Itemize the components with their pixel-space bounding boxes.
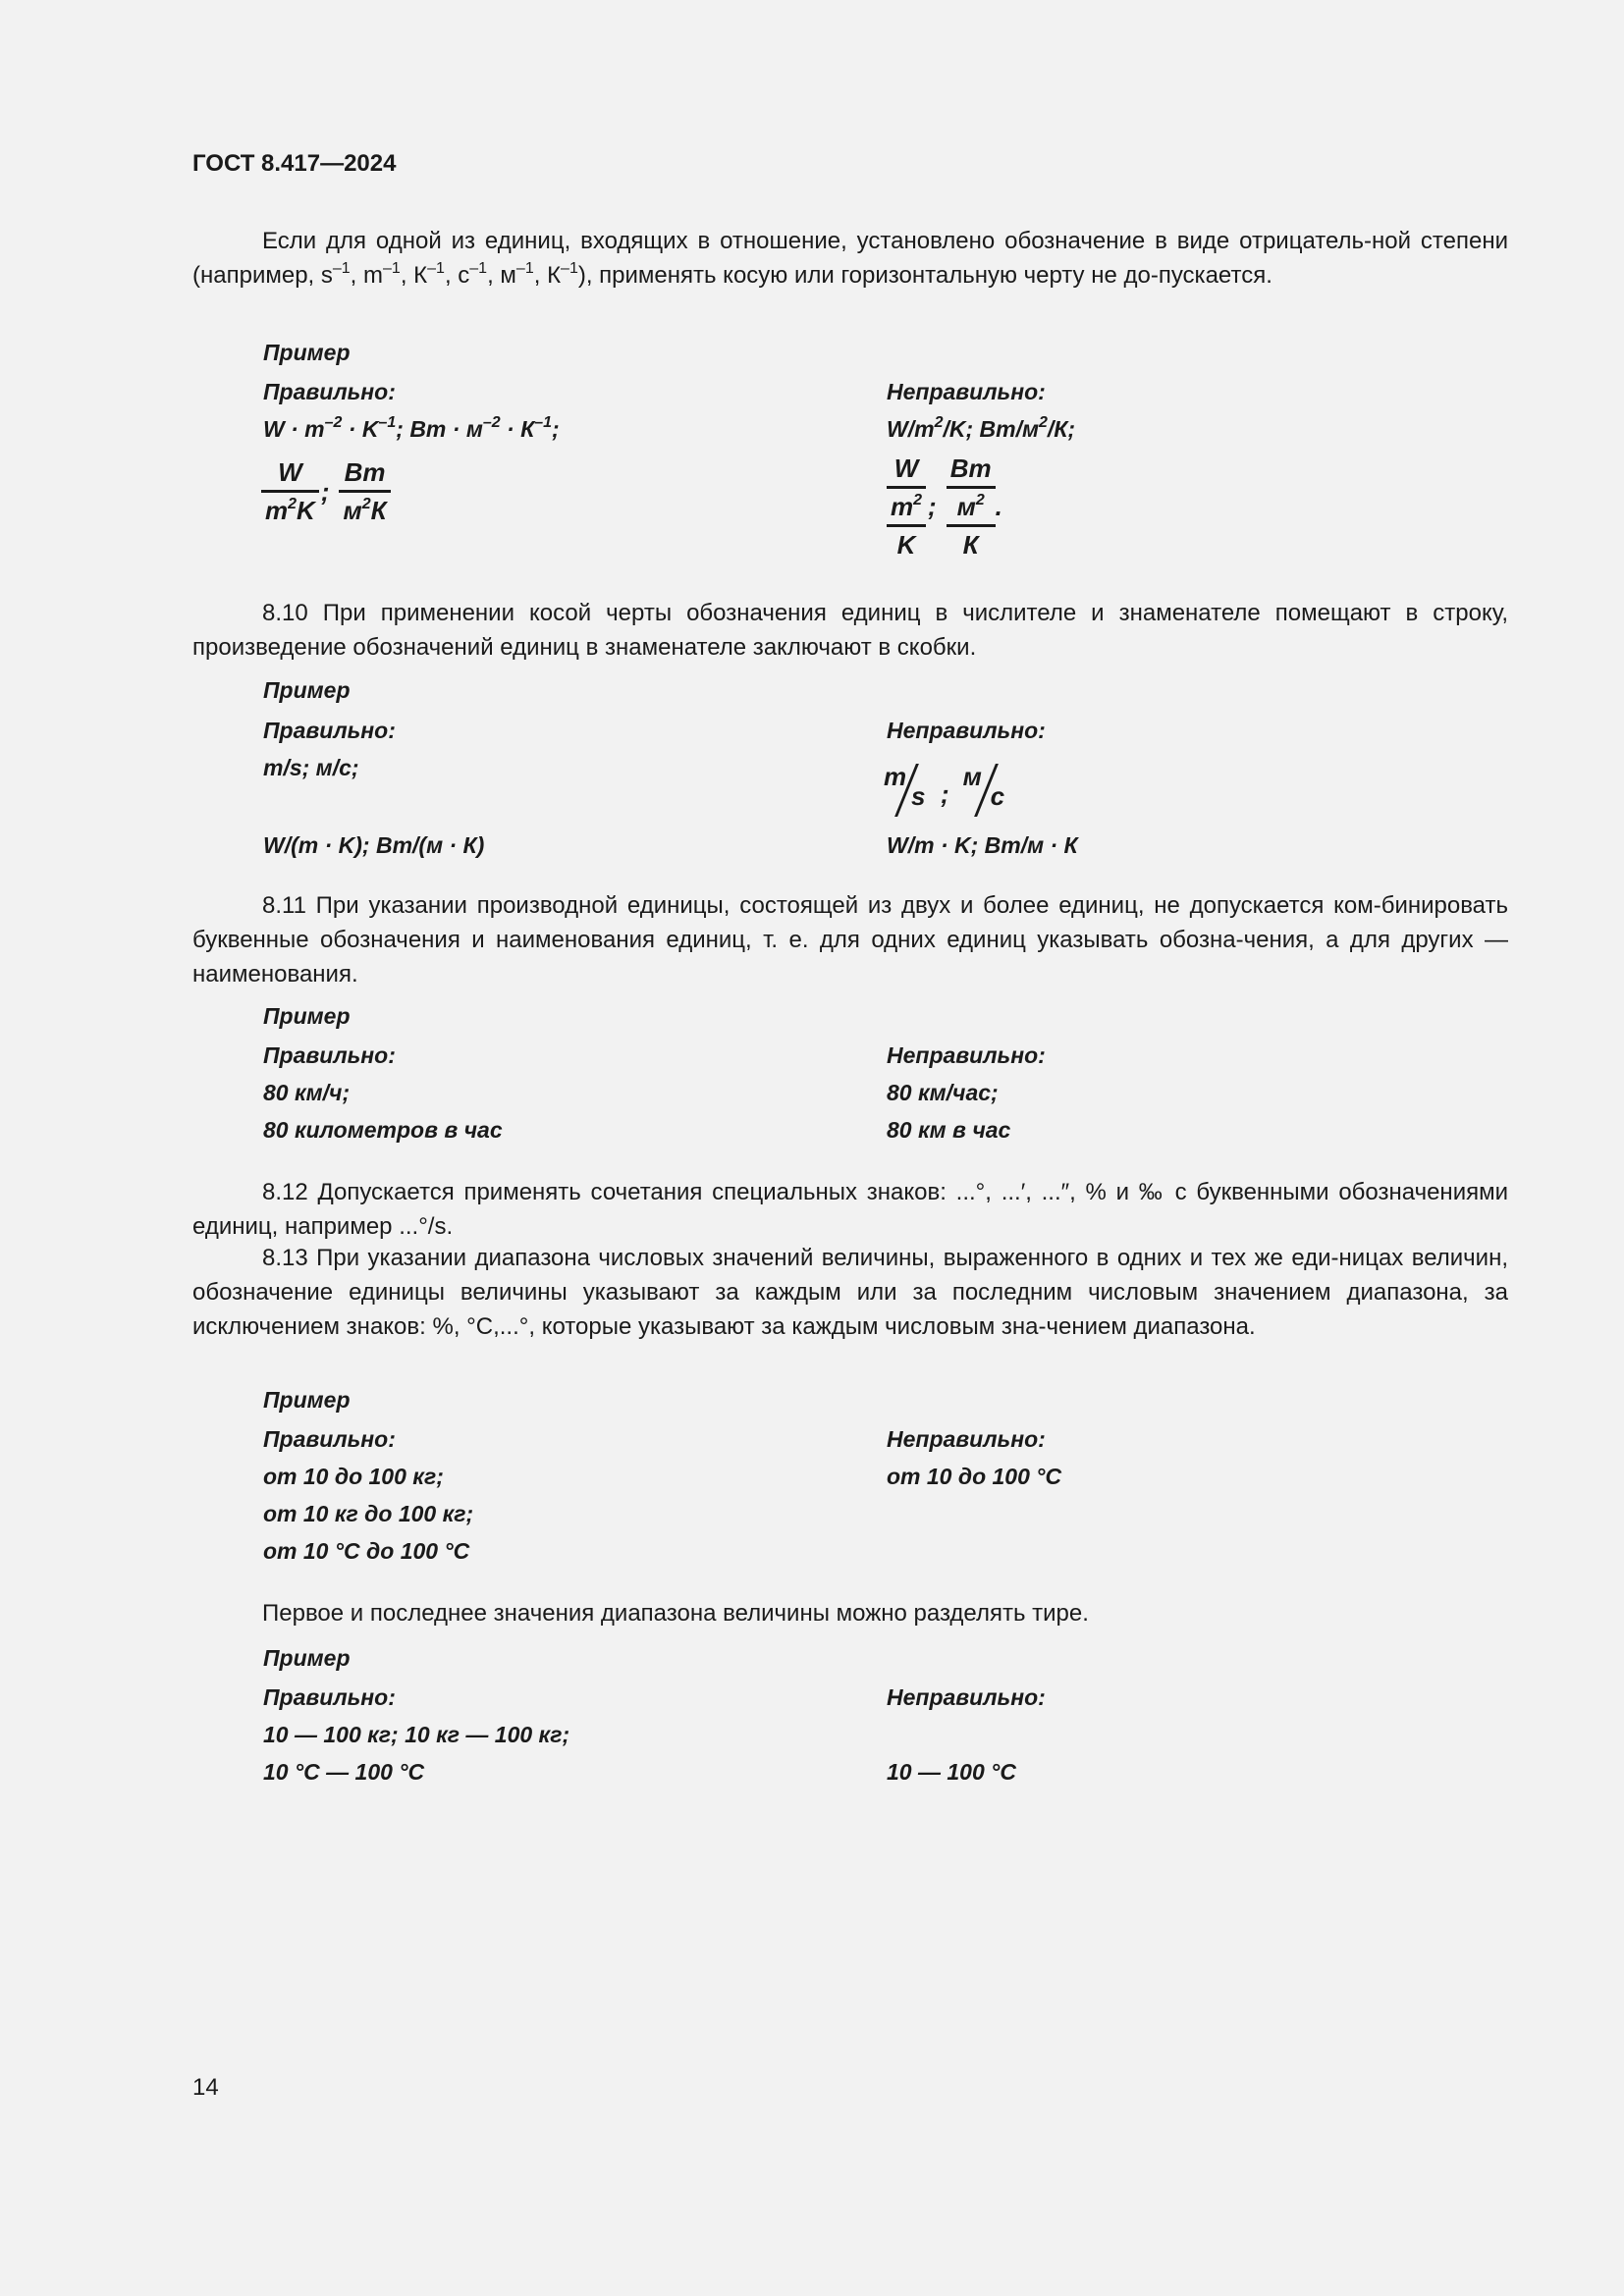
correct-label: Правильно: — [263, 1426, 396, 1452]
example-label: Пример — [263, 1387, 351, 1413]
correct-example-line: 10 — 100 кг; 10 кг — 100 кг; — [263, 1722, 570, 1747]
paragraph-negative-powers: Если для одной из единиц, входящих в отношение, установлено обозначение в виде отрицатель-ной степени (например, $s^{-1}$, $m^{-1}$, $К^{-1}$, $с^{-1}$, $м^{-1}$, $К^{-1}$), применять косую или горизонтальную черту не до-пускается. — [192, 228, 1508, 289]
incorrect-slanted-fractions: m s ; м с — [884, 762, 1020, 824]
incorrect-bracket-units: W/m · K; Вт/м · К — [887, 832, 1078, 858]
incorrect-example-line: 10 — 100 °С — [887, 1759, 1016, 1785]
incorrect-formula-line: $W/m^2/K$; $Вт/м^2/К$; — [887, 414, 1076, 442]
fraction-W-m2-K: W $m^2$ K — [887, 454, 926, 561]
correct-example-line: от 10 °С до 100 °С — [263, 1538, 470, 1564]
paragraph-dash: Первое и последнее значения диапазона величины можно разделять тире. — [262, 1600, 1089, 1627]
fraction-W-m2K: $\frac{W}{m^2K}$ — [261, 457, 319, 526]
correct-label: Правильно: — [263, 718, 396, 743]
example-label: Пример — [263, 1645, 351, 1671]
example-label: Пример — [263, 677, 351, 703]
slanted-fraction-m-c: м с — [963, 762, 1020, 817]
correct-example-line: от 10 до 100 кг; — [263, 1464, 444, 1489]
correct-fractions: $\frac{W}{m^2K}$ ; $\frac{Вт}{м^2К}$ — [261, 457, 391, 526]
incorrect-label: Неправильно: — [887, 1042, 1046, 1068]
example-label: Пример — [263, 1003, 351, 1029]
page-number: 14 — [192, 2074, 219, 2101]
correct-example-line: от 10 кг до 100 кг; — [263, 1501, 474, 1526]
correct-example-line: 10 °С — 100 °С — [263, 1759, 425, 1785]
correct-example-line: 80 км/ч; — [263, 1080, 351, 1105]
incorrect-example-line: 80 км в час — [887, 1117, 1011, 1143]
incorrect-fractions: W $m^2$ K ; Вт $м^2$ К . — [887, 454, 1002, 561]
fraction-Vt-m2K: $\frac{Вт}{м^2К}$ — [339, 457, 390, 526]
example-label: Пример — [263, 340, 351, 365]
correct-label: Правильно: — [263, 379, 396, 404]
paragraph-8-10: 8.10 При применении косой черты обозначения единиц в числителе и знаменателе помещают в строку, произведение обозначений единиц в знаменателе заключают в скобки. — [192, 600, 1508, 661]
paragraph-8-13: 8.13 При указании диапазона числовых значений величины, выраженного в одних и тех же еди-ницах величин, обозначение единицы величины указывают за каждым или за последним числовым значением диапазона, за исключением знаков: %, °С,...°, которые указывают за каждым числовым зна-чением диапазона. — [192, 1245, 1508, 1340]
incorrect-label: Неправильно: — [887, 379, 1046, 404]
correct-slash-units: m/s; м/с; — [263, 755, 359, 780]
paragraph-8-12: 8.12 Допускается применять сочетания специальных знаков: ...°, ...′, ...″, % и ‰ с буквенными обозначениями единиц, например ...°/s. — [192, 1179, 1508, 1240]
correct-bracket-units: W/(m · K); Вт/(м · К) — [263, 832, 485, 858]
paragraph-8-11: 8.11 При указании производной единицы, состоящей из двух и более единиц, не допускается ком-бинировать буквенные обозначения и наименования единиц, т. е. для одних единиц указывать обозна-чения, а для других — наименования. — [192, 892, 1508, 988]
incorrect-label: Неправильно: — [887, 1684, 1046, 1710]
fraction-Vt-m2-K: Вт $м^2$ К — [947, 454, 996, 561]
slanted-fraction-m-s: m s — [884, 762, 941, 817]
correct-formula-line: $W \cdot m^{-2} \cdot K^{-1}$; Вт · $м^{-2} \cdot К^{-1}$; — [263, 414, 560, 442]
correct-example-line: 80 километров в час — [263, 1117, 503, 1143]
incorrect-label: Неправильно: — [887, 718, 1046, 743]
correct-label: Правильно: — [263, 1042, 396, 1068]
incorrect-label: Неправильно: — [887, 1426, 1046, 1452]
correct-label: Правильно: — [263, 1684, 396, 1710]
document-header: ГОСТ 8.417—2024 — [192, 150, 397, 177]
incorrect-example-line: 80 км/час; — [887, 1080, 999, 1105]
incorrect-example-line: от 10 до 100 °С — [887, 1464, 1062, 1489]
